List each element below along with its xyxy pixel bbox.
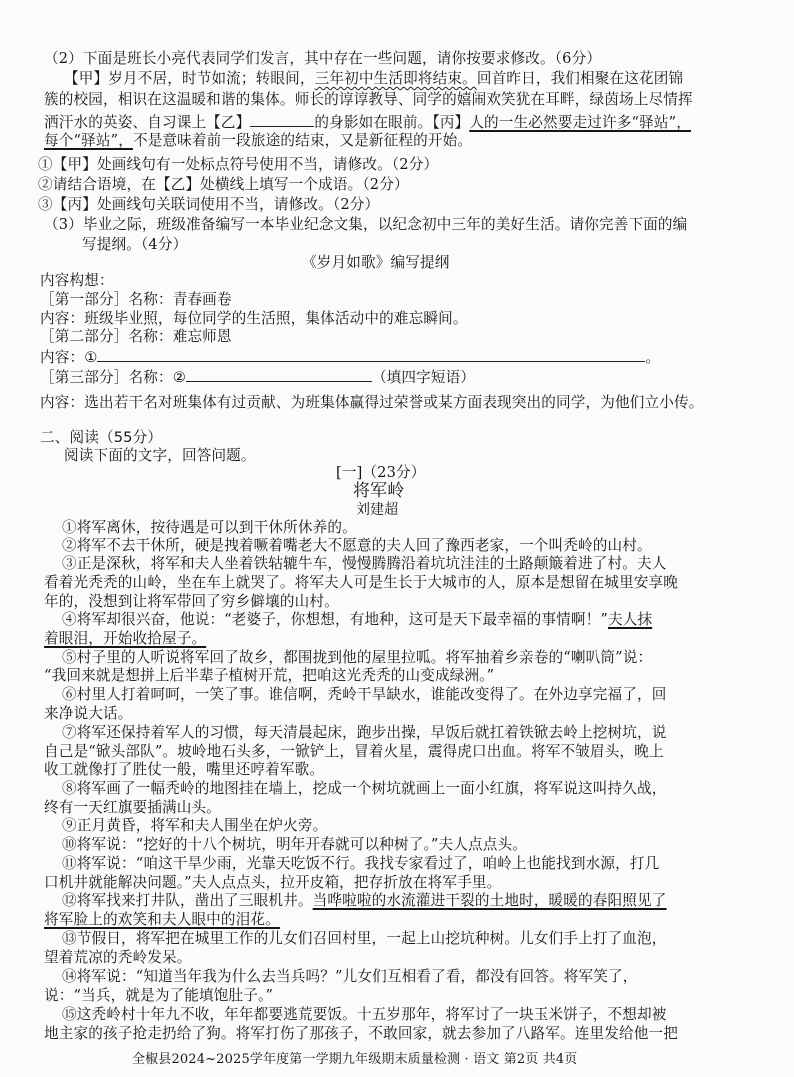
story-p14-line-2: 说：“当兵，就是为了能填饱肚子。” [44,987,274,1004]
story-p11-line-2: 口机井就能解决问题。”夫人点点头，拉开皮箱，把存折放在将军手里。 [44,874,502,891]
part3-hint: （填四字短语） [371,369,476,386]
story-p12-underlined-a: 当哗啦啦的水流灌进干裂的土地时，暖暖的春阳照见了 [312,892,667,909]
story-p8-line-2: 终有一天红旗要插满山头。 [44,799,221,816]
story-p6-line-2: 来净说大话。 [44,705,133,722]
part2-answer-blank[interactable] [97,346,645,362]
q2-yi-blank[interactable] [250,111,314,127]
story-p12-text: ⑫将军找来打井队，凿出了三眼机井。 [62,892,313,909]
part2-content-label: 内容：① [40,349,98,366]
story-p3-line-1: ③正是深秋，将军和夫人坐着铁轱辘牛车，慢慢腾腾沿着坑坑洼洼的土路颠簸着进了村。夫人 [62,555,667,572]
outline-part3-name [40,366,475,388]
story-p15-line-2: 地主家的孩子抢走扔给了狗。将军打伤了那孩子，不敢回家，就去参加了八路军。连里发给他一把 [44,1025,678,1042]
q2-bing-underlined-b: 每个“驿站”， [44,132,133,149]
q2-passage-line-1 [64,69,683,89]
q2-jia-start: 【甲】岁月不居，时节如流；转眼间， [64,70,315,87]
q3-title-1: （3）毕业之际，班级准备编写一本毕业纪念文集，以纪念初中三年的美好生活。请你完善下面的编 [44,216,688,233]
article-author: 刘建超 [356,502,399,518]
part2-period: 。 [645,349,661,366]
q2-jia-end: 回首昨日，我们相聚在这花团锦 [476,70,684,87]
story-p11-line-1: ⑪将军说：“咱这干旱少雨，光靠天吃饭不行。我找专家看过了，咱岭上也能找到水源，打几 [62,855,660,872]
story-p5-line-2: “我回来就是想拼上后半辈子植树开荒，把咱这光秃秃的山变成绿洲。” [44,667,495,684]
story-p15-line-1: ⑮这秃岭村十年九不收，年年都要逃荒要饭。十五岁那年，将军讨了一块玉米饼子，不想却被 [62,1006,667,1023]
story-p12-line-1 [62,891,667,911]
story-p3-line-3: 年的，没想到让将军带回了穷乡僻壤的山村。 [44,593,339,610]
outline-idea-label: 内容构想： [40,272,114,289]
q2-bing-label: 的身影如在眼前。【丙】 [314,114,470,131]
outline-part2-content [40,346,660,368]
outline-part2-name: ［第二部分］名称：难忘师恩 [40,328,232,345]
story-p10: ⑩将军说：“挖好的十八个树坑，明年开春就可以种树了。”夫人点点头。 [62,836,527,853]
story-p8-line-1: ⑧将军画了一幅秃岭的地图挂在墙上，挖成一个树坑就画上一面小红旗，将军说这叫持久战， [62,780,667,797]
outline-part1-name: ［第一部分］名称：青春画卷 [40,291,232,308]
story-p13-line-2: 望着荒凉的秃岭发呆。 [44,949,192,966]
q2-sub-1: ①【甲】处画线句有一处标点符号使用不当，请修改。（2分） [38,156,439,173]
q2-sub-2: ②请结合语境，在【乙】处横线上填写一个成语。（2分） [38,176,409,193]
outline-part3-content: 内容：选出若干名对班集体有过贡献、为班集体赢得过荣誉或某方面表现突出的同学，为他们立小传。 [40,394,704,411]
q3-title-2: 写提纲。（4分） [82,236,188,253]
reading-heading: 二、阅读（55分） [40,429,163,446]
story-p7-line-3: 收工就像打了胜仗一般，嘴里还哼着军歌。 [44,761,325,778]
q2-passage-line-3 [44,111,691,133]
story-p4-underlined-a: 夫人抹 [608,611,653,628]
q2-sub-3: ③【丙】处画线句关联词使用不当，请修改。（2分） [38,196,380,213]
q2-bing-underlined-a: 人的一生必然要走过许多“驿站”， [469,114,691,131]
story-p4-underlined-b: 着眼泪，开始收拾屋子。 [44,630,207,647]
q2-passage-line-2: 簇的校园，相识在这温暖和谐的集体。师长的谆谆教导、同学的嬉闹欢笑犹在耳畔，绿茵场上尽情挥 [44,91,693,108]
part3-label: ［第三部分］名称：② [40,369,186,386]
article-title: 将军岭 [353,481,405,501]
story-p4-line-2 [44,629,206,649]
story-p12-underlined-b: 将军脸上的欢笑和夫人眼中的泪花。 [44,911,280,928]
story-p1: ①将军离休，按待遇是可以到干休所休养的。 [62,519,357,536]
q2-yi-start: 洒汗水的英姿、自习课上【乙】 [44,114,251,131]
story-p7-line-2: 自己是“锨头部队”。坡岭地石头多，一锨铲上，冒着火星，震得虎口出血。将军不皱眉头，晚上 [44,743,664,760]
story-p5-line-1: ⑤村子里的人听说将军回了故乡，都围拢到他的屋里拉呱。将军抽着乡亲卷的“喇叭筒”说： [62,649,653,666]
story-p6-line-1: ⑥村里人打着呵呵，一笑了事。谁信啊，秃岭干旱缺水，谁能改变得了。在外边享完福了，回 [62,686,667,703]
story-p3-line-2: 看着光秃秃的山岭，坐在车上就哭了。将军夫人可是生长于大城市的人，原本是想留在城里安享晚 [44,574,678,591]
q2-jia-underlined: 三年初中生活即将结束。 [314,70,477,87]
story-p4-text: ④将军却很兴奋，他说：“老婆子，你想想，有地种，这可是天下最幸福的事情啊！” [62,611,608,628]
outline-title: 《岁月如歌》编写提纲 [302,254,450,271]
story-p12-line-2 [44,910,280,930]
q2-title: （2）下面是班长小亮代表同学们发言，其中存在一些问题，请你按要求修改。（6分） [44,50,602,67]
story-p4-line-1 [62,610,652,630]
part3-answer-blank[interactable] [186,366,372,382]
story-p9: ⑨正月黄昏，将军和夫人围坐在炉火旁。 [62,817,328,834]
story-p2: ②将军不去干休所，硬是拽着噘着嘴老大不愿意的夫人回了豫西老家，一个叫秃岭的山村。 [62,537,652,554]
page-footer: 全椒县2024~2025学年度第一学期九年级期末质量检测 · 语文 第2页 共4页 [132,1052,578,1067]
story-p7-line-1: ⑦将军还保持着军人的习惯，每天清晨起床，跑步出操，早饭后就扛着铁锨去岭上挖树坑，说 [62,724,667,741]
outline-part1-content: 内容：班级毕业照，每位同学的生活照，集体活动中的难忘瞬间。 [40,310,468,327]
section-label: [一]（23分） [336,464,426,481]
story-p14-line-1: ⑭将军说：“知道当年我为什么去当兵吗？”儿女们互相看了看，都没有回答。将军笑了， [62,968,638,985]
story-p13-line-1: ⑬节假日，将军把在城里工作的儿女们召回村里，一起上山挖坑种树。儿女们手上打了血泡， [62,930,667,947]
q2-passage-end: 不是意味着前一段旅途的结束，又是新征程的开始。 [132,132,473,149]
reading-instruction: 阅读下面的文字，回答问题。 [64,447,256,464]
q2-passage-line-4 [44,131,472,151]
